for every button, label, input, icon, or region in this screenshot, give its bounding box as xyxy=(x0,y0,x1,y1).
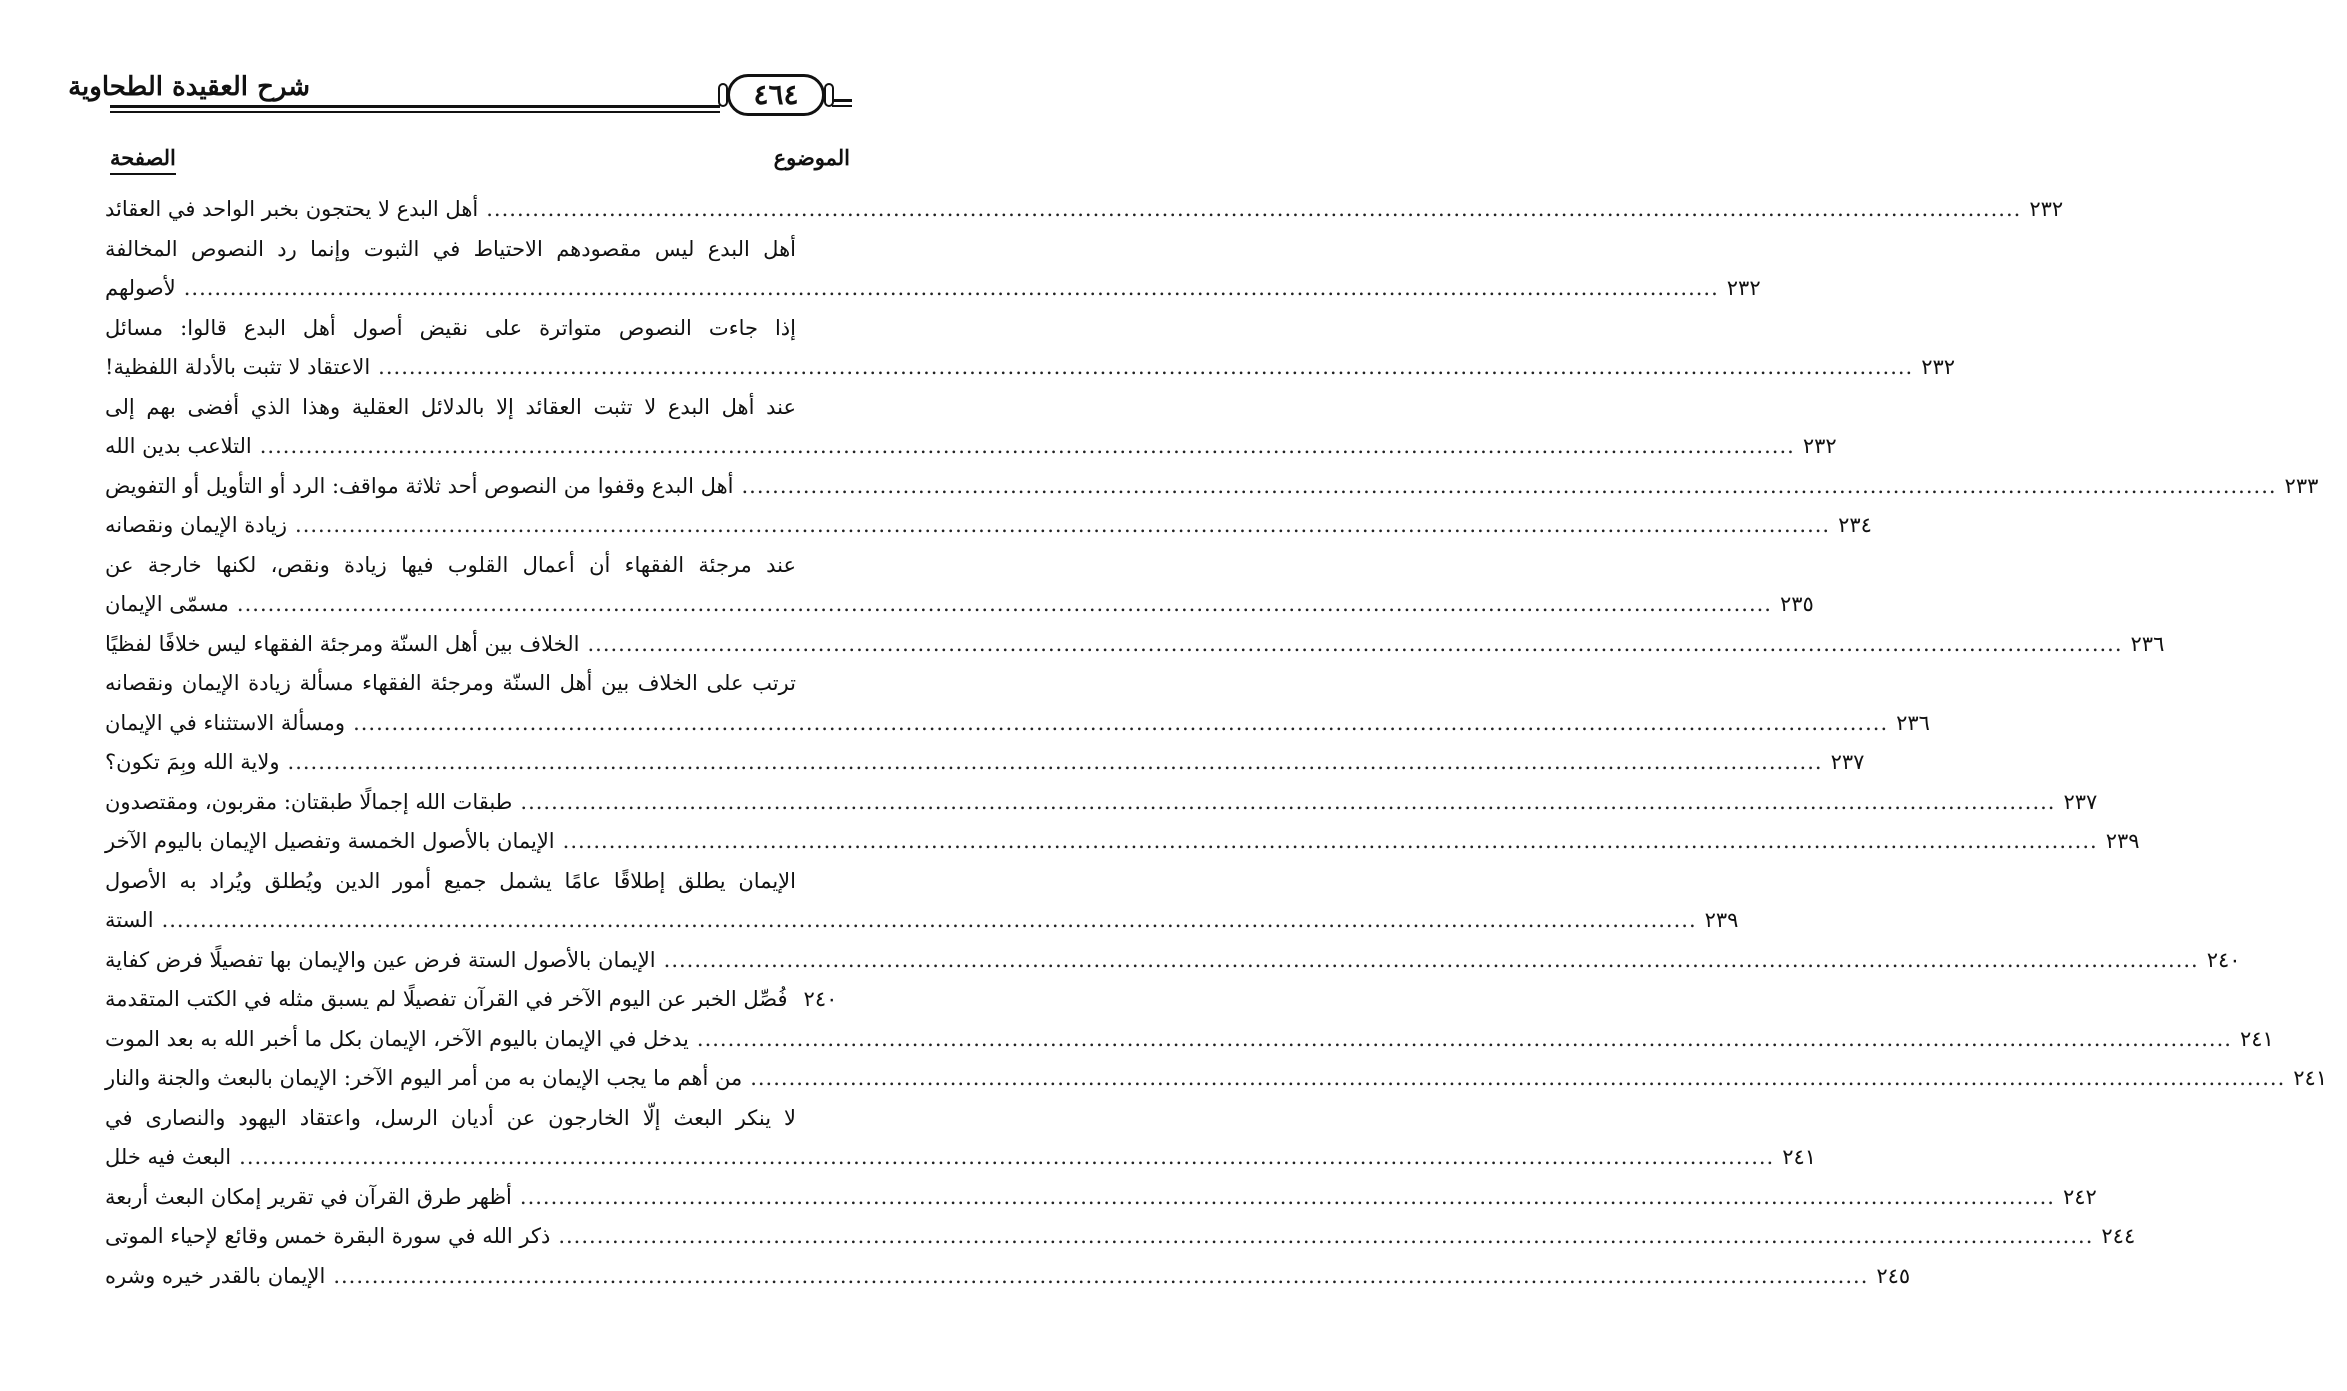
entry-page-number: ٢٤٢ xyxy=(2062,1184,2097,1209)
page-column-heading: الصفحة xyxy=(110,145,176,175)
entry-page-number: ٢٣٢ xyxy=(2029,197,2064,221)
entry-page-number: ٢٣٢ xyxy=(1921,355,1956,379)
entry-text: الإيمان بالأصول الستة فرض عين والإيمان بها تفصيلًا فرض كفاية xyxy=(105,947,656,972)
entry-page-number: ٢٣٧ xyxy=(2063,789,2098,814)
entry-text: ولاية الله وبِمَ تكون؟ xyxy=(105,750,280,774)
entry-line xyxy=(105,1059,2328,1099)
entry-text: إذا جاءت النصوص متواترة على نقيض أصول أهل البدع قالوا: مسائل xyxy=(105,315,796,340)
entry-text: زيادة الإيمان ونقصانه xyxy=(105,513,288,537)
entry-page-number: ٢٣٤ xyxy=(1838,513,1872,537)
toc-entry xyxy=(105,1099,1817,1178)
entry-line xyxy=(105,1217,2136,1257)
entry-page-number: ٢٤٠ xyxy=(2206,947,2241,972)
entry-text: الإيمان بالأصول الخمسة وتفصيل الإيمان باليوم الآخر xyxy=(105,829,555,853)
entry-line xyxy=(105,1257,1911,1297)
entry-continuation-line xyxy=(105,269,1761,309)
entry-page-number: ٢٣٢ xyxy=(1726,276,1761,300)
entry-text: البعث فيه خلل xyxy=(105,1145,232,1169)
dot-leader: ........................................................................................................................................................................................................ xyxy=(696,1026,2232,1051)
entry-line xyxy=(105,467,2319,507)
entry-text: طبقات الله إجمالًا طبقتان: مقربون، ومقتصدون xyxy=(105,789,513,814)
dot-leader: ........................................................................................................................................................................................................ xyxy=(353,710,1889,735)
entry-continuation-line xyxy=(105,585,1814,625)
header-rule-right-thin xyxy=(832,105,852,107)
toc-entry xyxy=(105,1059,2328,1099)
toc-entry xyxy=(105,862,1739,941)
entry-text: أظهر طرق القرآن في تقرير إمكان البعث أربعة xyxy=(105,1184,512,1209)
toc-entry xyxy=(105,1178,2097,1218)
toc-entry xyxy=(105,230,1761,309)
entry-page-number: ٢٤١ xyxy=(1782,1145,1817,1169)
toc-entry xyxy=(105,309,1956,388)
dot-leader: ........................................................................................................................................................................................................ xyxy=(520,789,2056,814)
entry-text: أهل البدع لا يحتجون بخبر الواحد في العقائد xyxy=(105,197,479,221)
running-header xyxy=(0,72,950,132)
dot-leader: ........................................................................................................................................................................................................ xyxy=(587,631,2123,656)
entry-page-number: ٢٣٢ xyxy=(1802,434,1837,458)
toc-entry xyxy=(105,506,1872,546)
entry-continuation-line xyxy=(105,1138,1817,1178)
toc-entry xyxy=(105,1020,2274,1060)
dot-leader: ........................................................................................................................................................................................................ xyxy=(741,473,2277,498)
toc-entry xyxy=(105,783,2098,823)
entry-line xyxy=(105,546,850,586)
entry-text: أهل البدع ليس مقصودهم الاحتياط في الثبوت وإنما رد النصوص المخالفة xyxy=(105,236,796,261)
dot-leader: ........................................................................................................................................................................................................ xyxy=(236,592,1772,616)
dot-leader: ........................................................................................................................................................................................................ xyxy=(239,1145,1775,1169)
toc-entry xyxy=(105,625,2165,665)
entry-text: عند أهل البدع لا تثبت العقائد إلا بالدلائل العقلية وهذا الذي أفضى بهم إلى xyxy=(105,394,796,419)
entry-line xyxy=(105,743,1865,783)
entry-line xyxy=(105,783,2098,823)
entry-continuation-line xyxy=(105,704,1930,744)
entry-page-number: ٢٣٩ xyxy=(1704,908,1739,932)
entry-line xyxy=(105,1020,2274,1060)
entry-text: يدخل في الإيمان باليوم الآخر، الإيمان بكل ما أخبر الله به بعد الموت xyxy=(105,1026,689,1051)
entry-continuation-line xyxy=(105,901,1739,941)
dot-leader: ........................................................................................................................................................................................................ xyxy=(750,1066,2286,1090)
entry-text: ذكر الله في سورة البقرة خمس وقائع لإحياء الموتى xyxy=(105,1224,551,1248)
entry-text: ومسألة الاستثناء في الإيمان xyxy=(105,710,346,735)
toc-entry xyxy=(105,980,850,1020)
dot-leader: ........................................................................................................................................................................................................ xyxy=(161,908,1697,932)
column-headings xyxy=(0,145,950,185)
entry-text: الاعتقاد لا تثبت بالأدلة اللفظية! xyxy=(105,355,371,379)
toc-entry xyxy=(105,190,2064,230)
toc-entry xyxy=(105,546,1814,625)
entry-page-number: ٢٣٦ xyxy=(2130,631,2165,656)
entry-line xyxy=(105,862,850,902)
entry-line xyxy=(105,980,850,1020)
entry-continuation-line xyxy=(105,348,1956,388)
header-rule-left-thin xyxy=(110,111,720,113)
entry-line xyxy=(105,664,850,704)
table-of-contents xyxy=(105,190,2328,1296)
entry-page-number: ٢٣٩ xyxy=(2105,829,2140,853)
dot-leader: ........................................................................................................................................................................................................ xyxy=(562,829,2098,853)
entry-page-number: ٢٤٤ xyxy=(2101,1224,2136,1248)
entry-page-number: ٢٤١ xyxy=(2239,1026,2274,1051)
entry-page-number: ٢٣٥ xyxy=(1779,592,1814,616)
entry-text: لا ينكر البعث إلّا الخارجون عن أديان الرسل، واعتقاد اليهود والنصارى في xyxy=(105,1105,796,1130)
entry-text: الإيمان يطلق إطلاقًا عامًا يشمل جميع أمور الدين ويُطلق ويُراد به الأصول xyxy=(105,868,796,893)
entry-page-number: ٢٣٧ xyxy=(1830,750,1865,774)
book-title: شرح العقيدة الطحاوية xyxy=(68,72,310,102)
entry-text: من أهم ما يجب الإيمان به من أمر اليوم الآخر: الإيمان بالبعث والجنة والنار xyxy=(105,1066,743,1090)
dot-leader: ........................................................................................................................................................................................................ xyxy=(183,276,1719,300)
dot-leader: ........................................................................................................................................................................................................ xyxy=(519,1184,2055,1209)
entry-text: ترتب على الخلاف بين أهل السنّة ومرجئة الفقهاء مسألة زيادة الإيمان ونقصانه xyxy=(105,671,796,695)
dot-leader: ........................................................................................................................................................................................................ xyxy=(486,197,2022,221)
page-number: ٤٦٤ xyxy=(727,74,825,116)
header-rule-left xyxy=(110,105,720,108)
entry-line xyxy=(105,309,850,349)
entry-text: التلاعب بدين الله xyxy=(105,434,252,458)
toc-entry xyxy=(105,467,2319,507)
dot-leader: ........................................................................................................................................................................................................ xyxy=(663,947,2199,972)
entry-text: لأصولهم xyxy=(105,276,176,300)
dot-leader: ........................................................................................................................................................................................................ xyxy=(333,1263,1869,1288)
entry-text: الإيمان بالقدر خيره وشره xyxy=(105,1263,326,1288)
entry-line xyxy=(105,230,850,270)
toc-entry xyxy=(105,941,2241,981)
entry-page-number: ٢٣٦ xyxy=(1896,710,1930,735)
entry-line xyxy=(105,190,2064,230)
entry-continuation-line xyxy=(105,427,1837,467)
entry-page-number: ٢٣٣ xyxy=(2284,473,2319,498)
entry-line xyxy=(105,822,2140,862)
toc-entry xyxy=(105,743,1865,783)
entry-line xyxy=(105,388,850,428)
entry-line xyxy=(105,625,2165,665)
entry-text: الستة xyxy=(105,908,154,932)
toc-entry xyxy=(105,664,1930,743)
dot-leader: ........................................................................................................................................................................................................ xyxy=(295,513,1831,537)
dot-leader: ........................................................................................................................................................................................................ xyxy=(287,750,1823,774)
toc-entry xyxy=(105,822,2140,862)
topic-column-heading: الموضوع xyxy=(773,145,850,170)
toc-entry xyxy=(105,388,1837,467)
entry-text: عند مرجئة الفقهاء أن أعمال القلوب فيها زيادة ونقص، لكنها خارجة عن xyxy=(105,552,796,577)
entry-text: فُصِّل الخبر عن اليوم الآخر في القرآن تفصيلًا لم يسبق مثله في الكتب المتقدمة xyxy=(105,987,788,1011)
entry-text: أهل البدع وقفوا من النصوص أحد ثلاثة مواقف: الرد أو التأويل أو التفويض xyxy=(105,473,734,498)
dot-leader: ........................................................................................................................................................................................................ xyxy=(378,355,1914,379)
entry-line xyxy=(105,1178,2097,1218)
entry-page-number: ٢٤١ xyxy=(2293,1066,2328,1090)
entry-line xyxy=(105,1099,850,1139)
dot-leader: ........................................................................................................................................................................................................ xyxy=(558,1224,2094,1248)
entry-line xyxy=(105,941,2241,981)
entry-page-number: ٢٤٥ xyxy=(1876,1263,1911,1288)
entry-text: الخلاف بين أهل السنّة ومرجئة الفقهاء ليس خلافًا لفظيًا xyxy=(105,631,580,656)
toc-entry xyxy=(105,1257,1911,1297)
toc-entry xyxy=(105,1217,2136,1257)
header-rule-right xyxy=(832,99,852,102)
entry-text: مسمّى الإيمان xyxy=(105,592,229,616)
entry-page-number: ٢٤٠ xyxy=(803,987,838,1011)
entry-line xyxy=(105,506,1872,546)
dot-leader: ........................................................................................................................................................................................................ xyxy=(259,434,1795,458)
